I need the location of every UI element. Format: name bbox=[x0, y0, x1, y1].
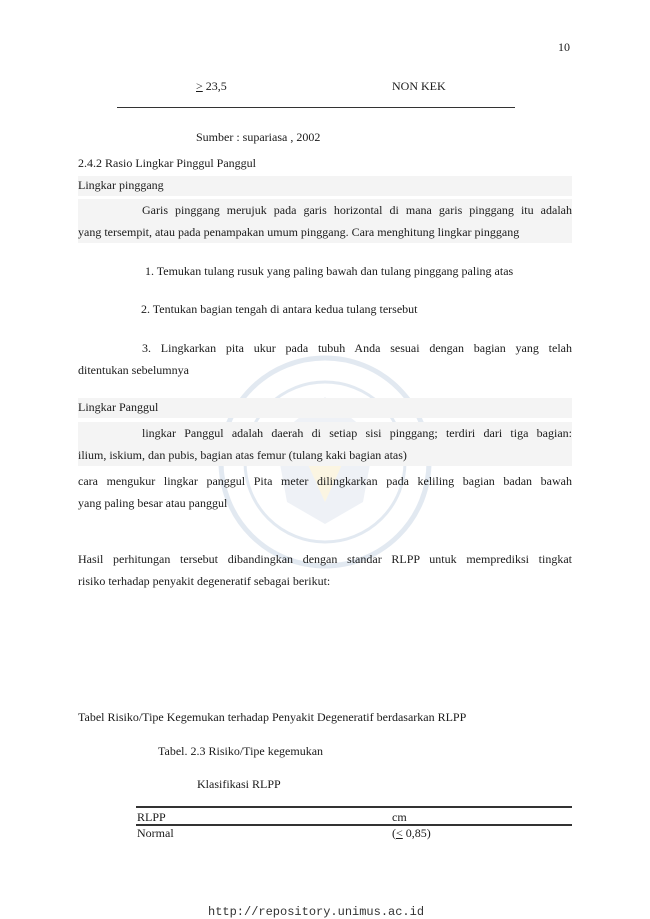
hip-paragraph: lingkar Panggul adalah daerah di setiap sisi pinggang; terdiri dari tiga bagian: ilium, iskium, dan pubis, bagian atas femur (tulang kaki bagian atas) bbox=[78, 426, 572, 462]
table-header-cm: cm bbox=[392, 810, 407, 824]
source-note: Sumber : supariasa , 2002 bbox=[196, 130, 321, 144]
table-top-rule bbox=[136, 806, 572, 808]
table-row-label: Normal bbox=[137, 826, 174, 840]
table-title: Tabel Risiko/Tipe Kegemukan terhadap Penyakit Degeneratif berdasarkan RLPP bbox=[78, 710, 467, 724]
table-cell-left: > 23,5 bbox=[196, 79, 227, 93]
table-row-value: (< 0,85) bbox=[392, 826, 431, 840]
page-number: 10 bbox=[558, 40, 570, 54]
section-heading: 2.4.2 Rasio Lingkar Pinggul Panggul bbox=[78, 156, 256, 170]
waist-step-3: 3. Lingkarkan pita ukur pada tubuh Anda sesuai dengan bagian yang telah ditentukan sebelumnya bbox=[78, 341, 572, 377]
footer-url[interactable]: http://repository.unimus.ac.id bbox=[208, 905, 425, 919]
waist-step-1: 1. Temukan tulang rusuk yang paling bawah dan tulang pinggang paling atas bbox=[145, 264, 514, 278]
result-paragraph: Hasil perhitungan tersebut dibandingkan dengan standar RLPP untuk memprediksi tingkat risiko terhadap penyakit degeneratif sebagai berikut: bbox=[78, 552, 572, 588]
table-subcaption: Klasifikasi RLPP bbox=[197, 777, 281, 791]
waist-heading: Lingkar pinggang bbox=[78, 178, 164, 192]
hip-heading: Lingkar Panggul bbox=[78, 400, 159, 414]
table-bottom-rule bbox=[117, 107, 515, 108]
hip-measure-paragraph: cara mengukur lingkar panggul Pita meter dilingkarkan pada keliling bagian badan bawah yang paling besar atau panggul bbox=[78, 474, 572, 510]
waist-paragraph: Garis pinggang merujuk pada garis horizontal di mana garis pinggang itu adalah yang tersempit, atau pada penampakan umum pinggang. Cara menghitung lingkar pinggang bbox=[78, 203, 572, 239]
waist-step-2: 2. Tentukan bagian tengah di antara kedua tulang tersebut bbox=[141, 302, 418, 316]
table-header-rule bbox=[136, 824, 572, 826]
table-cell-right: NON KEK bbox=[392, 79, 446, 93]
table-caption: Tabel. 2.3 Risiko/Tipe kegemukan bbox=[158, 744, 324, 758]
table-header-rlpp: RLPP bbox=[137, 810, 166, 824]
